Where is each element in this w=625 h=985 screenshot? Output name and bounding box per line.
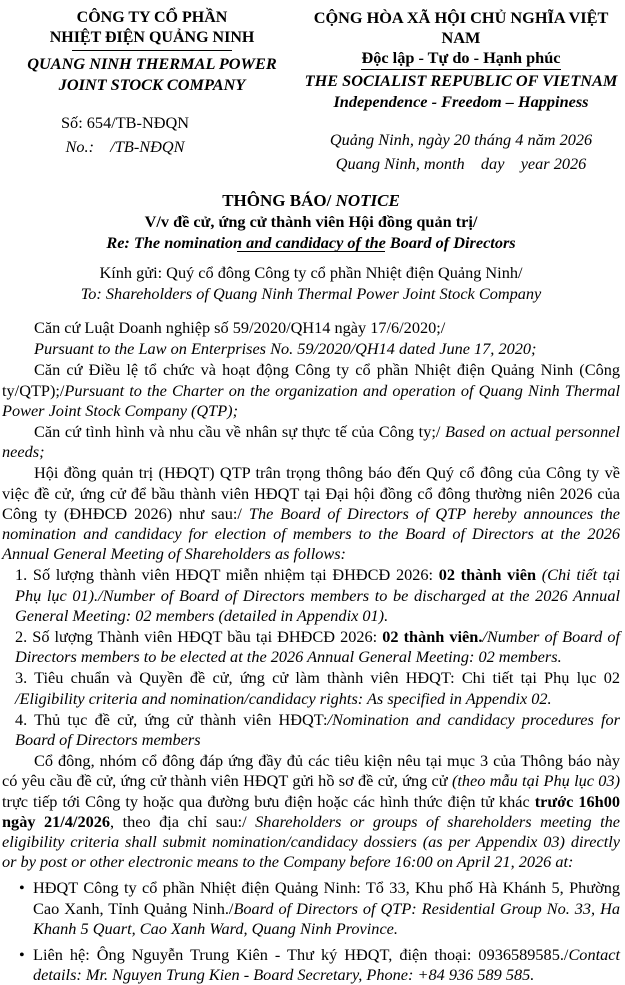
- national-title-en: THE SOCIALIST REPUBLIC OF VIETNAM: [304, 71, 618, 90]
- address-office-vi: HĐQT Công ty cổ phần Nhiệt điện Quảng Ninh: Tổ 33, Khu phố Hà Khánh 5, Phường Cao Xanh, Tỉnh Quảng Ninh./: [33, 878, 620, 918]
- recital-charter: Căn cứ Điều lệ tổ chức và hoạt động Công ty cổ phần Nhiệt điện Quảng Ninh (Công ty/QTP);/Pursuant to the Charter on the organization and operation of Quang Ninh Thermal Power Joint Stock Company (QTP);: [2, 360, 620, 420]
- salutation-block: [2, 262, 620, 304]
- bullet-icon: •: [19, 878, 25, 898]
- address-contact-bullet: [2, 945, 620, 985]
- national-motto-block: [302, 8, 620, 176]
- item-1-discharged-members: 1. Số lượng thành viên HĐQT miễn nhiệm tại ĐHĐCĐ 2026: 02 thành viên (Chi tiết tại Phụ lục 01)./Number of Board of Directors members to be discharged at the 2026 Annual General Meeting: 02 members (detailed in Appendix 01).: [15, 565, 620, 625]
- company-name-en-line2: JOINT STOCK COMPANY: [58, 75, 246, 94]
- document-number-block: [0, 111, 275, 159]
- document-header: [2, 8, 620, 176]
- notice-subject-en: Re: The nomination and candidacy of the Board of Directors: [106, 233, 516, 252]
- address-contact-en: Contact details: Mr. Nguyen Trung Kien - Board Secretary, Phone: +84 936 589 585.: [33, 945, 620, 985]
- national-motto-en: Independence - Freedom – Happiness: [333, 92, 589, 111]
- date-block: [302, 128, 620, 176]
- company-separator-line: [72, 50, 232, 51]
- company-name-en-line1: QUANG NINH THERMAL POWER: [27, 54, 277, 73]
- recital-law-en: Pursuant to the Law on Enterprises No. 59/2020/QH14 dated June 17, 2020;: [34, 339, 537, 359]
- submission-paragraph: Cổ đông, nhóm cổ đông đáp ứng đầy đủ các tiêu kiện nêu tại mục 3 của Thông báo này có yêu cầu đề cử, ứng cử thành viên HĐQT gửi hồ sơ đề cử, ứng cử (theo mẫu tại Phụ lục 03) trực tiếp tới Công ty hoặc qua đường bưu điện hoặc các hình thức điện tử khác trước 16h00 ngày 21/4/2026, theo địa chỉ sau:/ Shareholders or groups of shareholders meeting the eligibility criteria shall submit nomination/candidacy dossiers (as per Appendix 03) directly or by post or other electronic means to the Company before 16:00 on April 21, 2026 at:: [2, 751, 621, 872]
- item-3-eligibility-criteria: 3. Tiêu chuẩn và Quyền đề cử, ứng cử làm thành viên HĐQT: Chi tiết tại Phụ lục 02 /Eligibility criteria and nomination/candidacy rights: As specified in Appendix 02.: [15, 668, 620, 708]
- date-line-en: Quang Ninh, month day year 2026: [335, 154, 587, 173]
- address-office-en: Board of Directors of QTP: Residential Group No. 33, Ha Khanh 5 Quart, Cao Xanh Ward, Quang Ninh Province.: [33, 898, 620, 938]
- announcement-paragraph: Hội đồng quản trị (HĐQT) QTP trân trọng thông báo đến Quý cổ đông của Công ty về việc đề cử, ứng cử để bầu thành viên HĐQT tại Đại hội đồng cổ đông thường niên 2026 của Công ty (ĐHĐCĐ 2026) như sau:/ The Board of Directors of QTP hereby announces the nomination and candidacy for election of members to the Board of Directors at the 2026 Annual General Meeting of Shareholders as follows:: [2, 463, 620, 564]
- national-title-vi: CỘNG HÒA XÃ HỘI CHỦ NGHĨA VIỆT NAM: [313, 8, 609, 47]
- national-motto-vi: Độc lập - Tự do - Hạnh phúc: [302, 48, 620, 70]
- item-4-procedures: 4. Thủ tục đề cử, ứng cử thành viên HĐQT:/Nomination and candidacy procedures for Board of Directors members: [15, 709, 620, 750]
- company-block: [2, 8, 302, 176]
- bullet-icon: •: [19, 945, 25, 965]
- notice-subject-vi: V/v đề cử, ứng cử thành viên Hội đồng quản trị/: [144, 212, 478, 231]
- notice-body: [2, 318, 620, 985]
- recital-personnel: Căn cứ tình hình và nhu cầu về nhân sự thực tế của Công ty;/ Based on actual personnel needs;: [2, 422, 620, 462]
- salutation-vi: Kính gửi: Quý cổ đông Công ty cổ phần Nhiệt điện Quảng Ninh/: [99, 263, 523, 282]
- notice-title-block: [2, 190, 620, 252]
- company-name-vi-line2: NHIỆT ĐIỆN QUẢNG NINH: [49, 29, 255, 46]
- notice-title: THÔNG BÁO/ NOTICE: [222, 191, 400, 210]
- company-name-vi-line1: CÔNG TY CỔ PHẦN: [76, 9, 228, 26]
- address-contact-vi: Liên hệ: Ông Nguyễn Trung Kiên - Thư ký HĐQT, điện thoại: 0936589585./: [33, 945, 569, 965]
- recital-law-vi: Căn cứ Luật Doanh nghiệp số 59/2020/QH14 ngày 17/6/2020;/: [34, 318, 446, 337]
- document-number-en: No.: /TB-NĐQN: [65, 137, 185, 156]
- salutation-en: To: Shareholders of Quang Ninh Thermal Power Joint Stock Company: [80, 284, 542, 303]
- document-number-vi: Số: 654/TB-NĐQN: [61, 113, 189, 132]
- date-line-vi: Quảng Ninh, ngày 20 tháng 4 năm 2026: [329, 130, 593, 149]
- address-office-bullet: [2, 878, 620, 939]
- item-2-elected-members: 2. Số lượng Thành viên HĐQT bầu tại ĐHĐCĐ 2026: 02 thành viên./Number of Board of Directors members to be elected at the 2026 Annual General Meeting: 02 members.: [15, 627, 620, 667]
